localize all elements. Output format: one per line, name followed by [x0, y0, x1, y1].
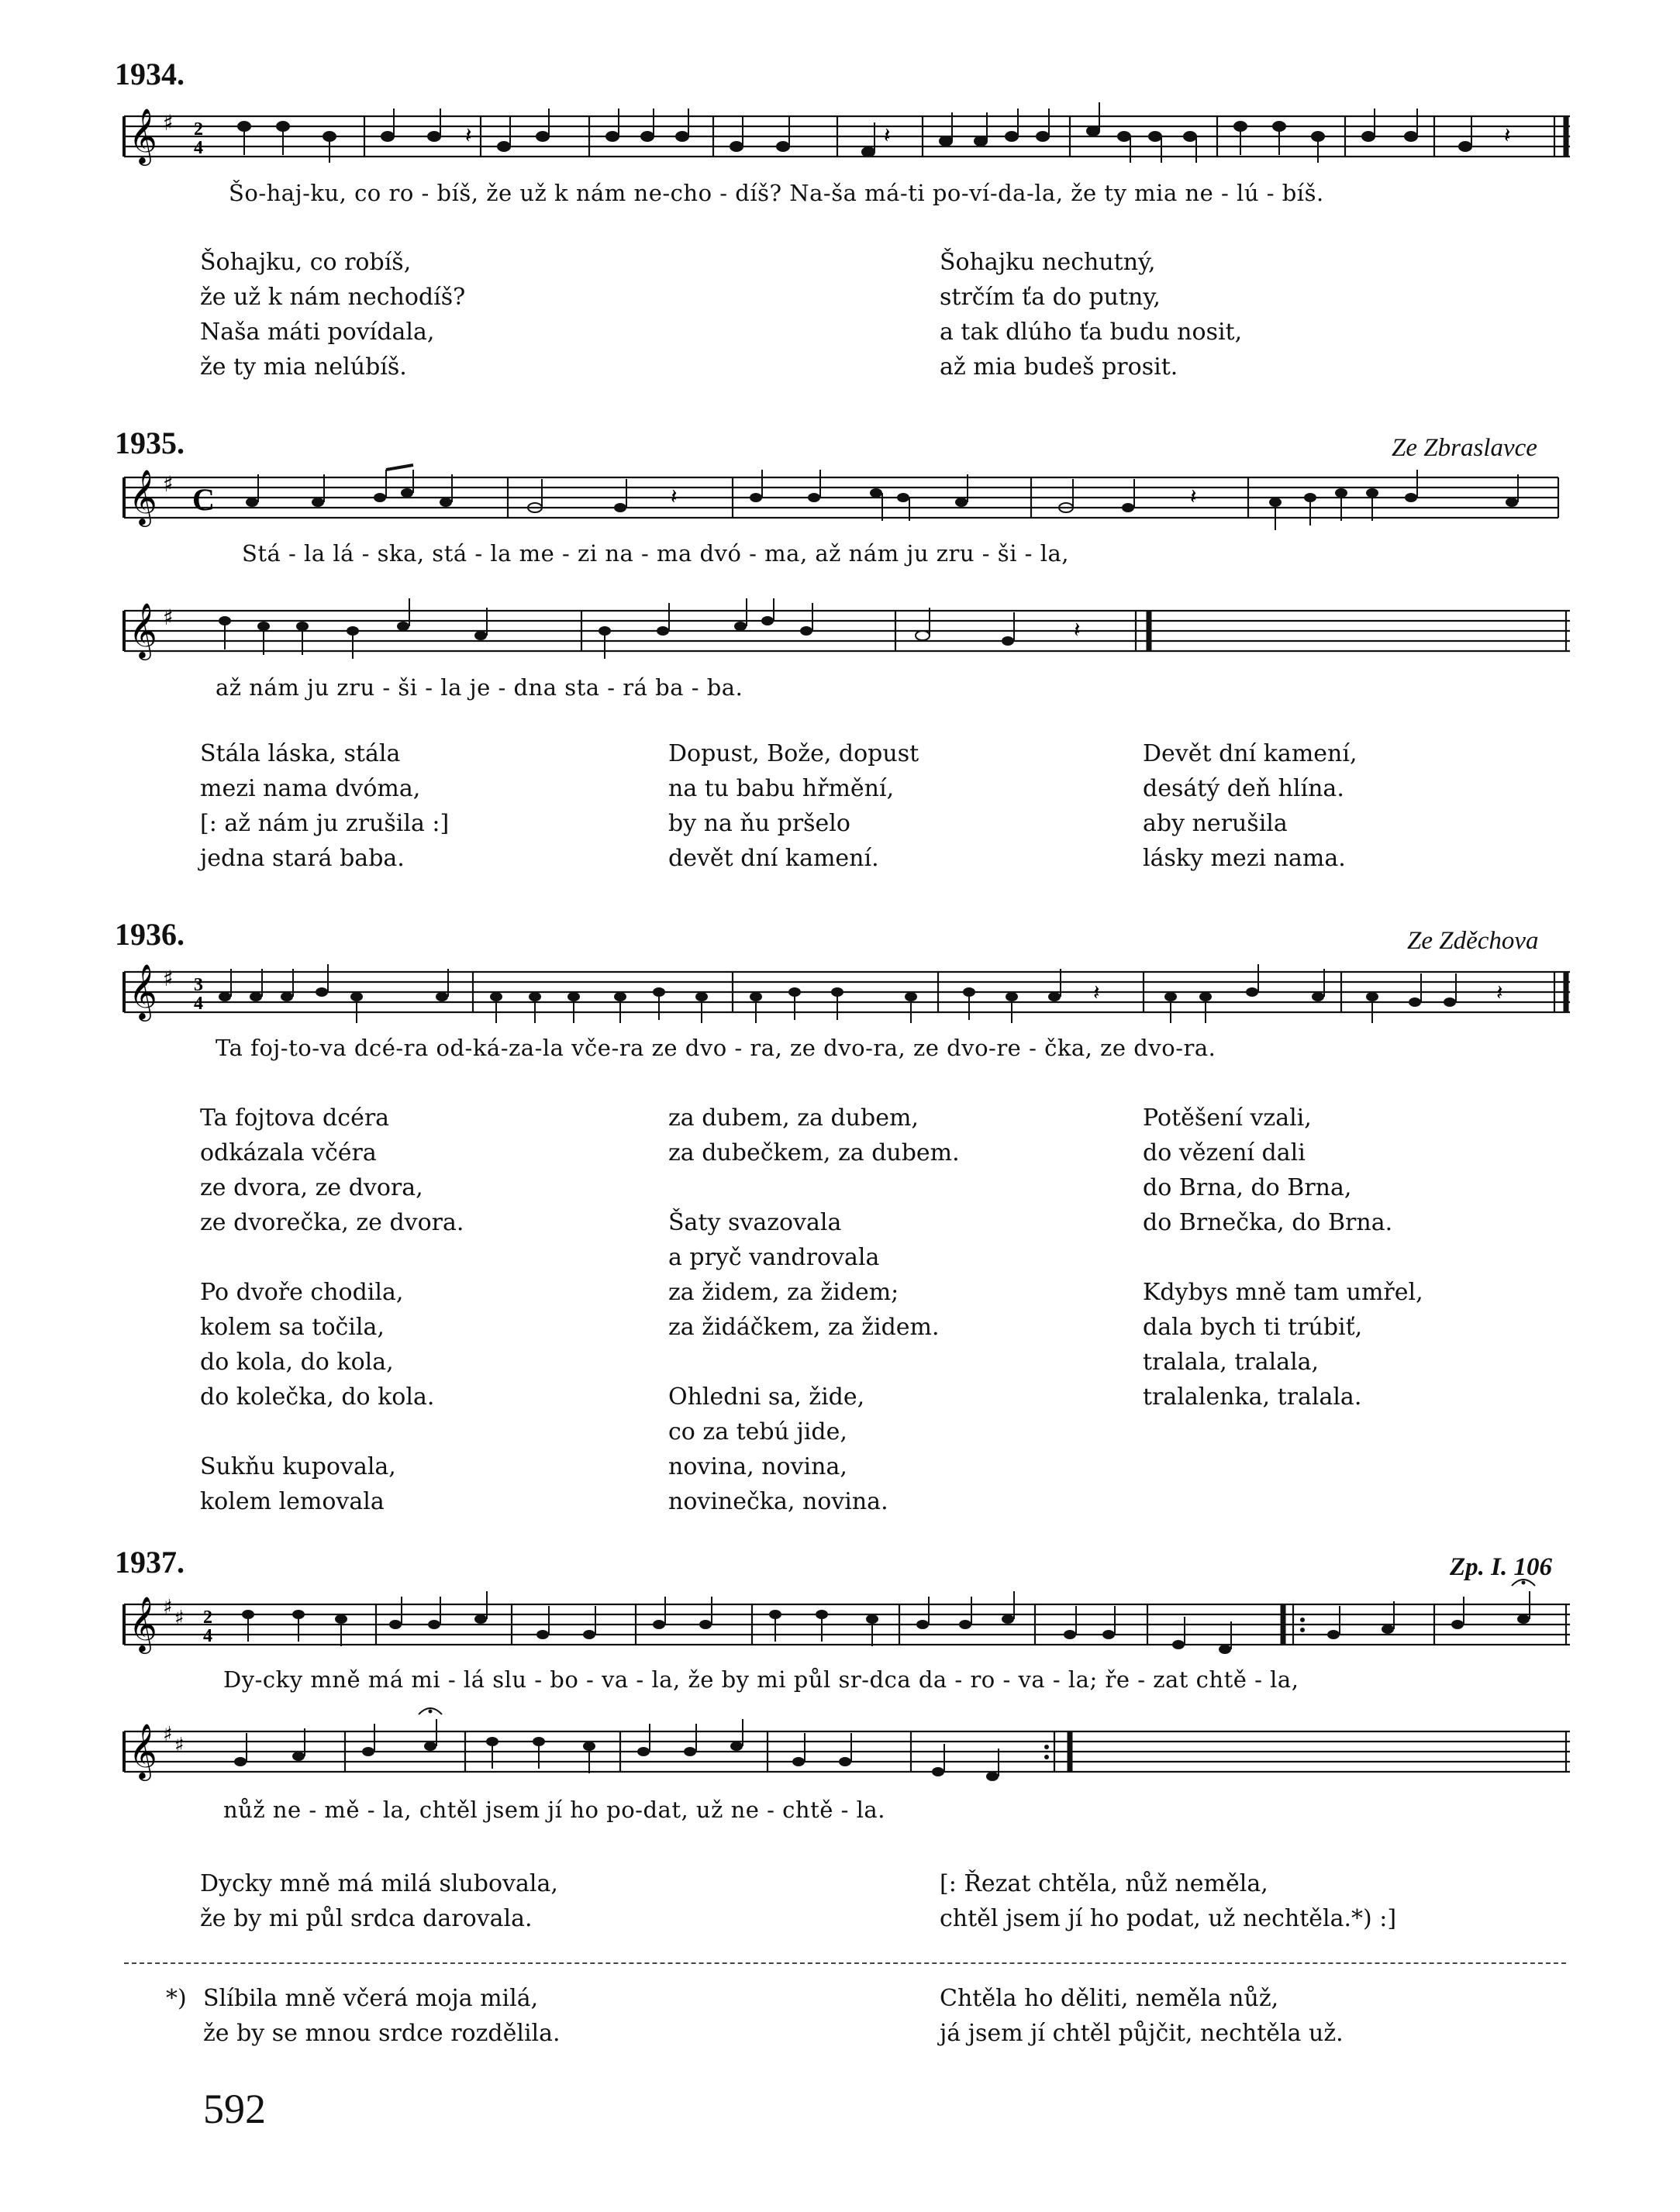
svg-text:𝄽: 𝄽 [1504, 122, 1511, 148]
svg-text:♯: ♯ [163, 1596, 173, 1619]
footnote-text: Slíbila mně včerá moja milá, že by se mnou srdce rozdělila. [203, 1985, 561, 2047]
svg-text:𝄽: 𝄽 [465, 122, 472, 148]
svg-text:𝄽: 𝄽 [1190, 484, 1197, 509]
page-number: 592 [203, 2086, 266, 2132]
stanza: Potěšení vzali, do vězení dali do Brna, do Brna, do Brnečka, do Brna. Kdybys mně tam umřel, dala bych ti trúbiť, tralala, tralala, tralalenka, tralala. [1143, 1104, 1423, 1411]
svg-text:𝄽: 𝄽 [671, 484, 678, 509]
song-number: 1937. [115, 1545, 185, 1580]
lyrics-line: Šo-haj-ku, co ro - bíš, že už k nám ne-cho - díš? Na-ša má-ti po-ví-da-la, že ty mia ne - lú - bíš. [229, 180, 1324, 206]
lyrics-line: Stá - la lá - ska, stá - la me - zi na - ma dvó - ma, až nám ju zru - ši - la, [242, 540, 1069, 567]
svg-text:2: 2 [194, 119, 203, 140]
song-source: Ze Zbraslavce [1392, 434, 1537, 462]
svg-text:𝄽: 𝄽 [884, 122, 891, 148]
svg-text:♯: ♯ [163, 605, 174, 630]
svg-text:C: C [192, 482, 215, 517]
svg-text:𝄽: 𝄽 [1093, 980, 1100, 1005]
footnote-divider [124, 1962, 1566, 1964]
svg-text:𝄞: 𝄞 [129, 963, 157, 1019]
svg-text:3: 3 [194, 975, 203, 995]
svg-text:𝄽: 𝄽 [1496, 980, 1503, 1005]
svg-text:4: 4 [203, 1626, 212, 1646]
svg-text:2: 2 [203, 1607, 212, 1628]
stanza: Stála láska, stála mezi nama dvóma, [: až nám ju zrušila :] jedna stará baba. [200, 740, 450, 872]
stanza: [: Řezat chtěla, nůž neměla, chtěl jsem jí ho podat, už nechtěla.*) :] [940, 1870, 1397, 1932]
lyrics-line: až nám ju zru - ši - la je - dna sta - rá ba - ba. [216, 674, 743, 701]
svg-text:4: 4 [194, 138, 203, 158]
svg-text:♯: ♯ [163, 110, 174, 136]
svg-text:𝄞: 𝄞 [129, 1722, 157, 1779]
song-source: Ze Zděchova [1407, 927, 1539, 955]
svg-text:♯: ♯ [174, 1607, 185, 1630]
stanza: Dycky mně má milá slubovala, že by mi půl srdca darovala. [200, 1870, 558, 1932]
lyrics-line: Ta foj-to-va dcé-ra od-ká-za-la vče-ra ze dvo - ra, ze dvo-ra, ze dvo-re - čka, ze dvo-ra. [216, 1035, 1216, 1061]
song-number: 1935. [115, 426, 185, 460]
svg-text:𝄞: 𝄞 [129, 1595, 157, 1652]
stanza: Šohajku, co robíš, že už k nám nechodíš? Naša máti povídala, že ty mia nelúbíš. [200, 249, 466, 381]
song-number: 1934. [115, 57, 185, 91]
svg-text:♯: ♯ [163, 471, 174, 497]
svg-text:♯: ♯ [163, 1723, 173, 1746]
stanza: Devět dní kamení, desátý deň hlína. aby nerušila lásky mezi nama. [1143, 740, 1357, 872]
song-number: 1936. [115, 917, 185, 952]
lyrics-line: Dy-cky mně má mi - lá slu - bo - va - la, že by mi půl sr-dca da - ro - va - la; ře - zat chtě - la, [223, 1666, 1299, 1693]
svg-text:♯: ♯ [174, 1734, 185, 1757]
svg-text:♯: ♯ [163, 966, 174, 991]
lyrics-line: nůž ne - mě - la, chtěl jsem jí ho po-dat, už ne - chtě - la. [223, 1797, 885, 1823]
footnote-marker: *) [166, 1985, 187, 2012]
stanza: Šohajku nechutný, strčím ťa do putny, a tak dlúho ťa budu nosit, až mia budeš prosit. [940, 249, 1243, 381]
svg-text:4: 4 [194, 994, 203, 1014]
stanza: Ta fojtova dcéra odkázala včéra ze dvora, ze dvora, ze dvorečka, ze dvora. Po dvoře chodila, kolem sa točila, do kola, do kola, do kolečka, do kola. Sukňu kupovala, kolem lemovala [200, 1104, 464, 1515]
stanza: za dubem, za dubem, za dubečkem, za dubem. Šaty svazovala a pryč vandrovala za židem, za židem; za židáčkem, za židem. Ohledni sa, žide, co za tebú jide, novina, novina, novinečka, novina. [668, 1104, 960, 1515]
svg-text:𝄞: 𝄞 [129, 601, 157, 658]
svg-text:𝄞: 𝄞 [129, 107, 157, 164]
footnote-text: Chtěla ho děliti, neměla nůž, já jsem jí chtěl půjčit, nechtěla už. [940, 1985, 1344, 2047]
svg-text:𝄞: 𝄞 [129, 468, 157, 525]
song-source: Zp. I. 106 [1450, 1553, 1552, 1581]
svg-text:𝄽: 𝄽 [1074, 617, 1081, 643]
stanza: Dopust, Bože, dopust na tu babu hřmění, by na ňu pršelo devět dní kamení. [668, 740, 919, 872]
